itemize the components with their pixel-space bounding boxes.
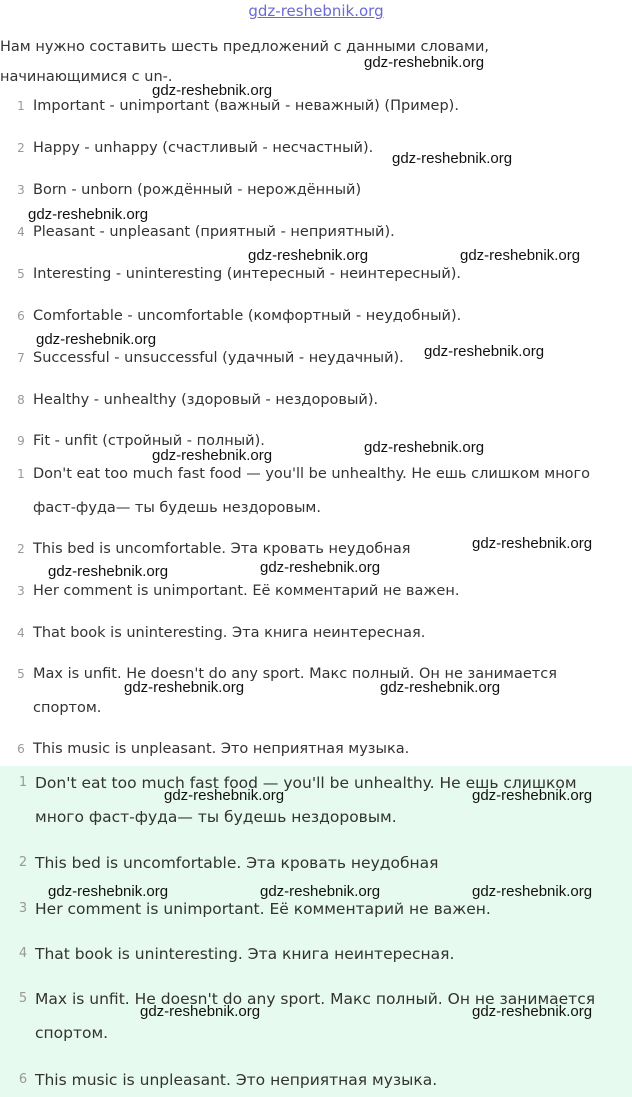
watermark: gdz-reshebnik.org	[48, 563, 169, 580]
item-number: 1	[17, 99, 25, 113]
item-text: That book is uninteresting. Эта книга неинтересная.	[33, 625, 426, 641]
item-number: 2	[17, 141, 25, 155]
watermark: gdz-reshebnik.org	[48, 883, 169, 900]
item-number: 6	[17, 309, 25, 323]
watermark: gdz-reshebnik.org	[248, 247, 369, 264]
watermark: gdz-reshebnik.org	[364, 439, 485, 456]
watermark: gdz-reshebnik.org	[472, 787, 593, 804]
watermark: gdz-reshebnik.org	[424, 343, 545, 360]
watermark: gdz-reshebnik.org	[472, 535, 593, 552]
item-text: Successful - unsuccessful (удачный - неудачный).	[33, 350, 404, 366]
item-text: Max is unfit. He doesn't do any sport. Макс полный. Он не занимается спортом.	[33, 666, 557, 716]
item-text: Don't eat too much fast food — you'll be unhealthy. Не ешь слишком много фаст-фуда— ты будешь нездоровым.	[33, 466, 591, 516]
item-number: 2	[17, 542, 25, 556]
item-text: Healthy - unhealthy (здоровый - нездоровый).	[33, 392, 379, 408]
item-text: Born - unborn (рождённый - нерождённый)	[33, 182, 362, 198]
watermark: gdz-reshebnik.org	[260, 559, 381, 576]
item-text: That book is uninteresting. Эта книга неинтересная.	[35, 945, 455, 963]
item-text: Don't eat too much fast food — you'll be unhealthy. Не ешь слишком много фаст-фуда— ты будешь нездоровым.	[35, 774, 577, 826]
item-number: 9	[17, 434, 25, 448]
item-number: 5	[17, 667, 25, 681]
item-number: 4	[17, 225, 25, 239]
item-text: Important - unimportant (важный - неважный) (Пример).	[33, 98, 459, 114]
watermark: gdz-reshebnik.org	[472, 883, 593, 900]
item-number: 4	[18, 946, 28, 961]
item-number: 1	[18, 775, 28, 790]
item-number: 5	[18, 991, 28, 1006]
watermark: gdz-reshebnik.org	[152, 82, 273, 99]
item-text: This bed is uncomfortable. Эта кровать неудобная	[33, 541, 411, 557]
item-text: Her comment is unimportant. Её комментарий не важен.	[35, 900, 491, 918]
item-text: This music is unpleasant. Это неприятная музыка.	[35, 1071, 438, 1089]
watermark: gdz-reshebnik.org	[164, 787, 285, 804]
intro-text: Нам нужно составить шесть предложений с данными словами, начинающимися с un-.	[0, 39, 489, 85]
item-text: Her comment is unimportant. Её комментарий не важен.	[33, 583, 460, 599]
watermark: gdz-reshebnik.org	[392, 150, 513, 167]
item-number: 6	[18, 1072, 28, 1087]
item-text: Pleasant - unpleasant (приятный - неприятный).	[33, 224, 395, 240]
watermark: gdz-reshebnik.org	[460, 247, 581, 264]
item-text: Fit - unfit (стройный - полный).	[33, 433, 265, 449]
watermark: gdz-reshebnik.org	[124, 679, 245, 696]
item-number: 5	[17, 267, 25, 281]
item-text: This music is unpleasant. Это неприятная музыка.	[33, 741, 410, 757]
watermark: gdz-reshebnik.org	[260, 883, 381, 900]
watermark: gdz-reshebnik.org	[380, 679, 501, 696]
item-number: 8	[17, 393, 25, 407]
item-number: 4	[17, 626, 25, 640]
item-text: This bed is uncomfortable. Эта кровать неудобная	[35, 854, 439, 872]
watermark: gdz-reshebnik.org	[152, 447, 273, 464]
item-text: Comfortable - uncomfortable (комфортный - неудобный).	[33, 308, 462, 324]
item-text: Interesting - uninteresting (интересный - неинтересный).	[33, 266, 462, 282]
item-number: 7	[17, 351, 25, 365]
item-number: 2	[18, 855, 28, 870]
item-number: 6	[17, 742, 25, 756]
item-number: 3	[17, 584, 25, 598]
watermark: gdz-reshebnik.org	[472, 1003, 593, 1020]
site-header-link[interactable]: gdz-reshebnik.org	[248, 2, 384, 20]
item-number: 1	[17, 467, 25, 481]
watermark: gdz-reshebnik.org	[28, 206, 149, 223]
watermark: gdz-reshebnik.org	[36, 331, 157, 348]
answer-box	[0, 766, 632, 1097]
item-number: 3	[18, 901, 28, 916]
watermark: gdz-reshebnik.org	[140, 1003, 261, 1020]
item-text: Max is unfit. He doesn't do any sport. Макс полный. Он не занимается спортом.	[35, 990, 596, 1042]
item-number: 3	[17, 183, 25, 197]
watermark: gdz-reshebnik.org	[364, 54, 485, 71]
item-text: Happy - unhappy (счастливый - несчастный).	[33, 140, 374, 156]
